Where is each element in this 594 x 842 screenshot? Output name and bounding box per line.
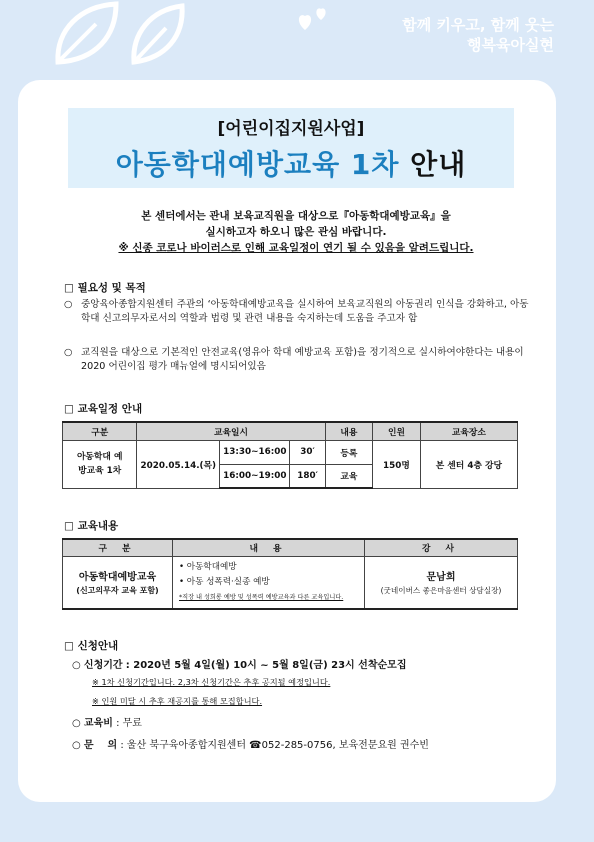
title-suffix: 안내 xyxy=(410,148,467,181)
intro-line-2: 실시하고자 하오니 많은 관심 바랍니다. xyxy=(205,226,387,238)
circle-bullet-icon: ○ xyxy=(64,299,73,310)
column-header: 교육장소 xyxy=(420,422,517,440)
course-item: • 아동 성폭력·실종 예방 xyxy=(179,576,270,587)
apply-note-1: ※ 1차 신청기간입니다. 2,3차 신청기간은 추후 공지될 예정입니다. xyxy=(92,677,331,687)
apply-fee xyxy=(72,714,142,729)
schedule-table xyxy=(62,421,518,489)
course-sub: (신고의무자 교육 포함) xyxy=(76,586,159,595)
checkbox-square-icon: □ xyxy=(64,282,74,294)
slogan-line-2: 행복육아실현 xyxy=(467,36,554,54)
table-header-row xyxy=(63,539,518,556)
category-cell: 아동학대 예방교육 1차 xyxy=(63,440,137,488)
purpose-item-text: 교직원을 대상으로 기본적인 안전교육(영유아 학대 예방교육 포함)을 정기적으로 실시하여야한다는 내용이 2020 어린이집 평가 매뉴얼에 명시되어있음 xyxy=(81,347,524,372)
apply-contact xyxy=(72,736,429,751)
place-cell: 본 센터 4층 강당 xyxy=(420,440,517,488)
apply-contact-value: : 울산 북구육아종합지원센터 ☎052-285-0756, 보육전문요원 권수빈 xyxy=(120,740,429,751)
checkbox-square-icon: □ xyxy=(64,640,74,652)
content-heading-text: 교육내용 xyxy=(77,520,119,532)
intro-text xyxy=(40,208,552,256)
purpose-item xyxy=(64,346,534,374)
purpose-item-text: 중앙육아종합지원센터 주관의 ‘아동학대예방교육을 실시하여 보육교직원의 아동권리 인식을 강화하고, 아동학대 신고의무자로서의 역할과 법령 및 관련 내용을 숙지하는데 도움을 주고자 함 xyxy=(81,299,529,324)
table-row xyxy=(63,556,518,609)
hearts-icon xyxy=(297,6,333,36)
column-header: 구분 xyxy=(63,422,137,440)
column-header: 인원 xyxy=(373,422,421,440)
content-table xyxy=(62,538,518,610)
leaf-icon xyxy=(128,0,188,66)
people-cell: 150명 xyxy=(373,440,421,488)
column-header: 교육일시 xyxy=(137,422,325,440)
lecturer-name: 문남희 xyxy=(426,572,456,583)
content-cell: 교육 xyxy=(325,464,373,488)
apply-heading-text: 신청안내 xyxy=(77,640,119,652)
course-cell xyxy=(63,556,173,609)
date-cell: 2020.05.14.(목) xyxy=(137,440,220,488)
column-header: 내 용 xyxy=(173,539,365,556)
apply-contact-label: 문 의 xyxy=(83,740,118,751)
circle-bullet-icon: ○ xyxy=(72,660,81,671)
title-main: 아동학대예방교육 1차 xyxy=(115,148,400,181)
circle-bullet-icon: ○ xyxy=(64,347,73,358)
apply-period-label: 신청기간 xyxy=(83,660,123,671)
purpose-heading-text: 필요성 및 목적 xyxy=(77,282,146,294)
apply-fee-label: 교육비 xyxy=(83,718,113,729)
duration-cell: 30′ xyxy=(290,440,325,464)
checkbox-square-icon: □ xyxy=(64,403,74,415)
course-items-cell xyxy=(173,556,365,609)
lecturer-org: (굿네이버스 좋은마음센터 상담실장) xyxy=(380,586,502,595)
course-note: *직장 내 성희롱 예방 및 성폭력 예방교육과 다른 교육입니다. xyxy=(179,593,344,601)
course-name: 아동학대예방교육 xyxy=(78,572,157,583)
schedule-heading xyxy=(64,401,142,416)
purpose-item xyxy=(64,298,534,326)
content-cell: 등록 xyxy=(325,440,373,464)
apply-note-2: ※ 인원 미달 시 추후 재공지를 통해 모집합니다. xyxy=(92,696,263,706)
apply-period-value: : 2020년 5월 4일(월) 10시 ~ 5월 8일(금) 23시 선착순모집 xyxy=(125,660,407,671)
column-header: 강 사 xyxy=(365,539,518,556)
apply-period xyxy=(72,656,406,671)
purpose-heading xyxy=(64,280,146,295)
page-title xyxy=(68,143,514,183)
title-box xyxy=(68,108,514,188)
table-header-row xyxy=(63,422,518,440)
leaf-icon xyxy=(52,0,122,66)
course-item: • 아동학대예방 xyxy=(179,561,237,572)
checkbox-square-icon: □ xyxy=(64,520,74,532)
intro-note: ※ 신종 코로나 바이러스로 인해 교육일정이 연기 될 수 있음을 알려드립니다. xyxy=(118,242,474,254)
table-row xyxy=(63,440,518,464)
lecturer-cell xyxy=(365,556,518,609)
slogan-line-1: 함께 키우고, 함께 웃는 xyxy=(402,16,554,34)
apply-heading xyxy=(64,638,118,653)
circle-bullet-icon: ○ xyxy=(72,740,81,751)
intro-line-1: 본 센터에서는 관내 보육교직원을 대상으로『아동학대예방교육』을 xyxy=(141,210,451,222)
slogan xyxy=(402,15,554,55)
schedule-heading-text: 교육일정 안내 xyxy=(77,403,143,415)
circle-bullet-icon: ○ xyxy=(72,718,81,729)
program-label: [어린이집지원사업] xyxy=(217,119,365,139)
content-heading xyxy=(64,518,118,533)
duration-cell: 180′ xyxy=(290,464,325,488)
column-header: 구 분 xyxy=(63,539,173,556)
time-cell: 16:00~19:00 xyxy=(220,464,290,488)
apply-fee-value: : 무료 xyxy=(116,718,142,729)
column-header: 내용 xyxy=(325,422,373,440)
time-cell: 13:30~16:00 xyxy=(220,440,290,464)
